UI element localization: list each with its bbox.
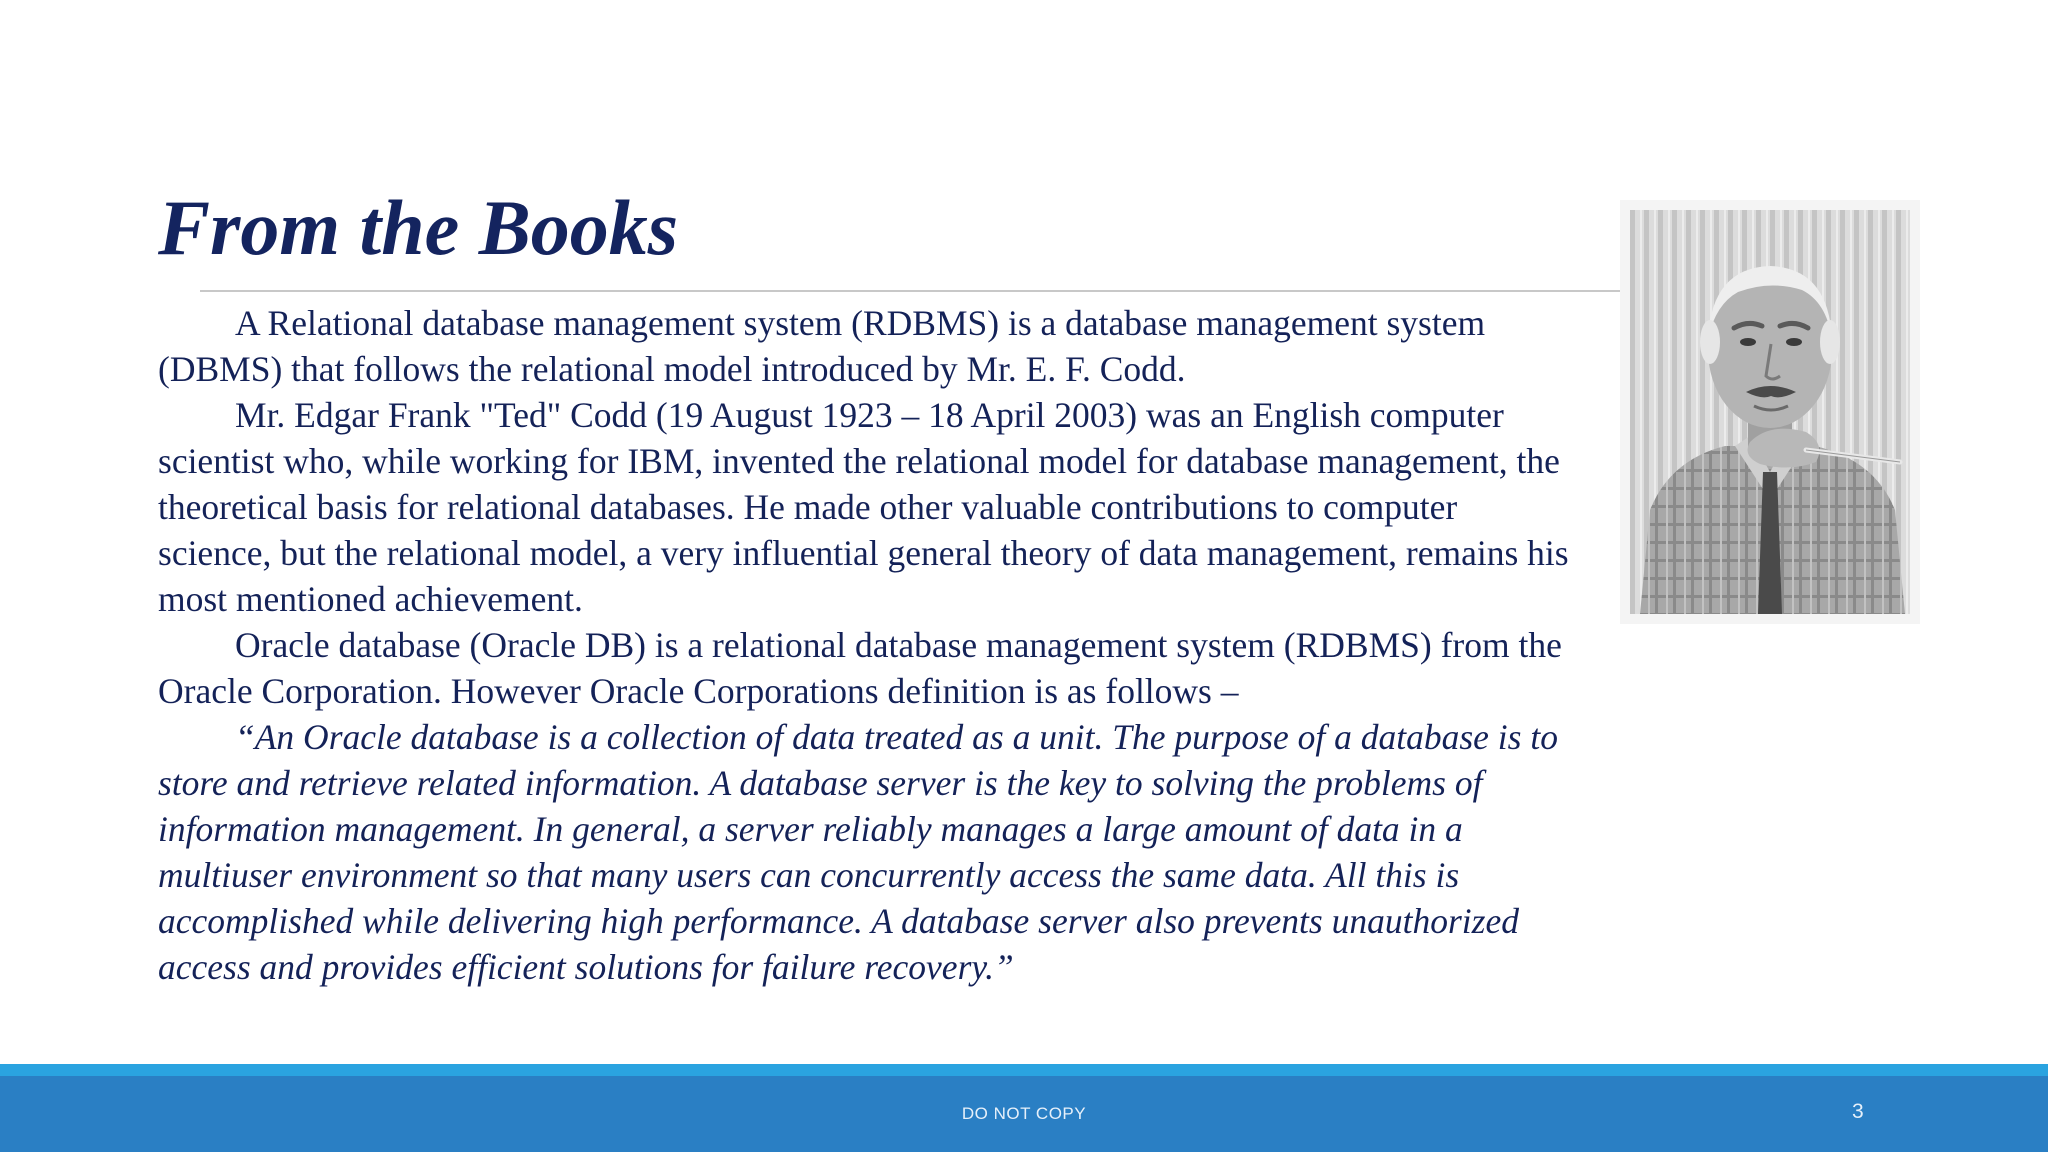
paragraph-codd: Mr. Edgar Frank "Ted" Codd (19 August 1923 – 18 April 2003) was an English computer scientist who, while working for IBM, invented the relational model for database management, the theoretical basis for relational databases. He made other valuable contributions to computer science, but the relational model, a very influential general theory of data management, remains his most mentioned achievement. [158, 395, 1569, 619]
slide-title: From the Books [158, 184, 679, 271]
page-number: 3 [1852, 1100, 1864, 1123]
slide-body [158, 300, 1578, 990]
paragraph-oracle-quote: “An Oracle database is a collection of data treated as a unit. The purpose of a database is to store and retrieve related information. A database server is the key to solving the problems of information management. In general, a server reliably manages a large amount of data in a multiuser environment so that many users can concurrently access the same data. All this is accomplished while delivering high performance. A database server also prevents unauthorized access and provides efficient solutions for failure recovery.” [158, 717, 1558, 987]
paragraph-oracle: Oracle database (Oracle DB) is a relational database management system (RDBMS) from the Oracle Corporation. However Oracle Corporations definition is as follows – [158, 625, 1562, 711]
footer-label: DO NOT COPY [961, 1104, 1087, 1123]
paragraph-rdbms: A Relational database management system (RDBMS) is a database management system (DBMS) that follows the relational model introduced by Mr. E. F. Codd. [158, 303, 1486, 389]
portrait-photo [1620, 200, 1920, 624]
footer-accent-stripe [0, 1064, 2048, 1076]
title-divider [200, 290, 1620, 292]
portrait-illustration [1630, 210, 1910, 614]
